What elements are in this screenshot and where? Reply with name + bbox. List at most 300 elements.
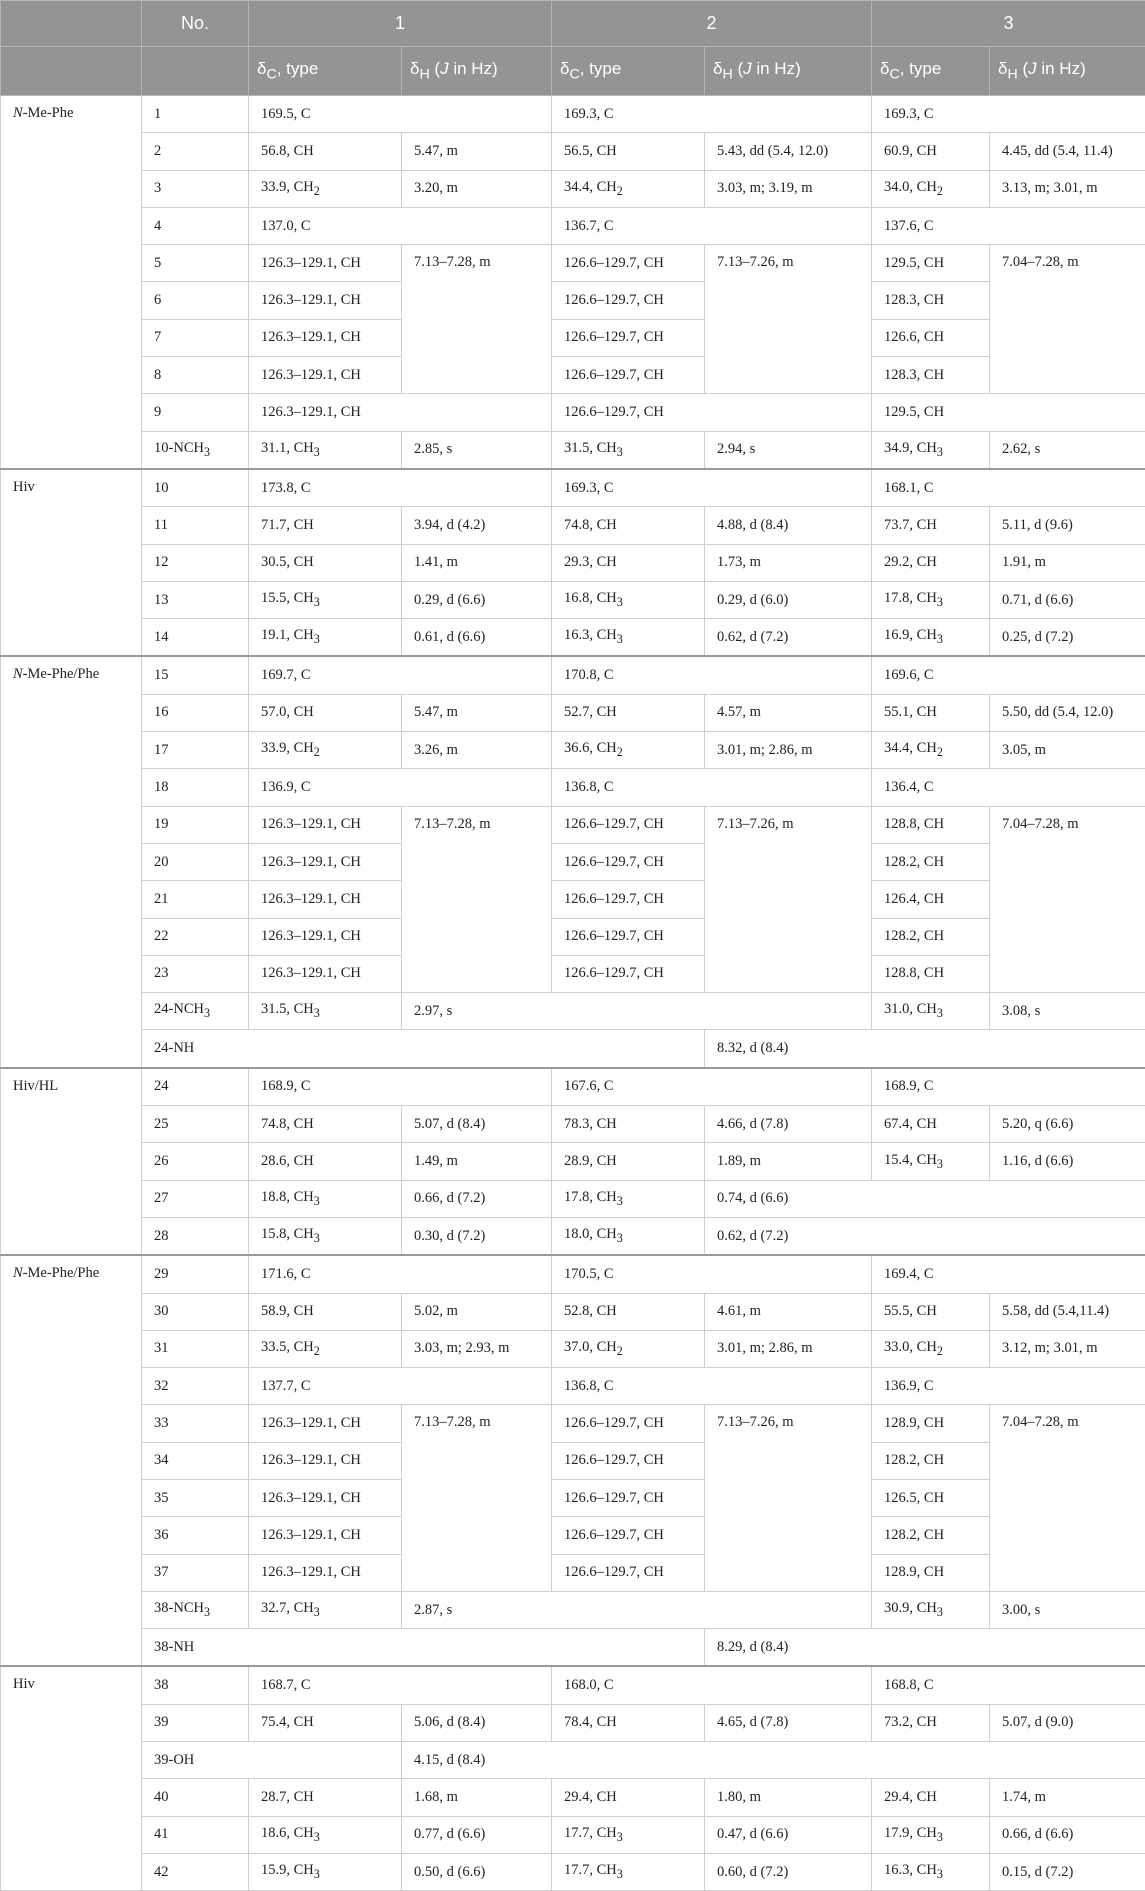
cell-c-1: 173.8, C <box>249 469 552 507</box>
cell-h-2: 0.29, d (6.0) <box>705 581 872 618</box>
table-row <box>1 319 1145 356</box>
cell-c-1: 126.3–129.1, CH <box>249 843 402 880</box>
cell-c-1: 169.5, C <box>249 96 552 133</box>
group-label: N-Me-Phe/Phe <box>1 656 142 1067</box>
cell-c-1: 168.7, C <box>249 1666 552 1704</box>
cell-c-2: 78.4, CH <box>552 1704 705 1741</box>
cell-h-1: 3.94, d (4.2) <box>402 507 552 544</box>
cell-c-3: 29.2, CH <box>872 544 990 581</box>
cell-h-1: 5.47, m <box>402 133 552 170</box>
table-row <box>1 1816 1145 1853</box>
cell-no: 29 <box>142 1255 249 1293</box>
cell-h-3: 0.15, d (7.2) <box>990 1853 1145 1890</box>
table-row <box>1 1704 1145 1741</box>
cell-h-3: 3.00, s <box>990 1591 1145 1628</box>
cell-c-1: 126.3–129.1, CH <box>249 1405 402 1442</box>
cell-h-3: 3.13, m; 3.01, m <box>990 170 1145 207</box>
cell-c-2: 36.6, $CH_2$ <box>552 732 705 769</box>
cell-c-2: 126.6–129.7, CH <box>552 245 705 282</box>
cell-c-2: 168.0, C <box>552 1666 872 1704</box>
cell-c-2: 169.3, C <box>552 96 872 133</box>
cell-no: 26 <box>142 1143 249 1180</box>
cell-c-2: 126.6–129.7, CH <box>552 806 705 843</box>
cell-h-1: 3.26, m <box>402 732 552 769</box>
cell-c-2: 170.5, C <box>552 1255 872 1293</box>
cell-c-3: 128.9, CH <box>872 1405 990 1442</box>
table-row <box>1 133 1145 170</box>
cell-c-2: 126.6–129.7, CH <box>552 357 705 394</box>
cell-no: 35 <box>142 1479 249 1516</box>
cell-c-2: 126.6–129.7, CH <box>552 1442 705 1479</box>
table-body <box>1 96 1145 1891</box>
cell-h-2: 1.73, m <box>705 544 872 581</box>
table-row <box>1 881 1145 918</box>
cell-c-2: 169.3, C <box>552 469 872 507</box>
cell-no: $24-NCH_3$ <box>142 993 249 1030</box>
cell-c-3: 60.9, CH <box>872 133 990 170</box>
cell-c-1: 30.5, CH <box>249 544 402 581</box>
cell-c-2: 29.3, CH <box>552 544 705 581</box>
cell-c-1: 15.9, $CH_3$ <box>249 1853 402 1890</box>
cell-h-1: 5.06, d (8.4) <box>402 1704 552 1741</box>
cell-h-3: 7.04–7.28, m <box>990 806 1145 992</box>
table-row <box>1 1330 1145 1367</box>
cell-c-1: 56.8, CH <box>249 133 402 170</box>
table-row <box>1 1442 1145 1479</box>
cell-c-2: 126.6–129.7, CH <box>552 955 705 992</box>
cell-no: 17 <box>142 732 249 769</box>
table-row <box>1 544 1145 581</box>
cell-h-3: 7.04–7.28, m <box>990 245 1145 394</box>
cell-c-3: 128.2, CH <box>872 1442 990 1479</box>
cell-no: 2 <box>142 133 249 170</box>
cell-c-1: 126.3–129.1, CH <box>249 955 402 992</box>
cell-h-2: 3.01, m; 2.86, m <box>705 1330 872 1367</box>
cell-c-1: 126.3–129.1, CH <box>249 881 402 918</box>
cell-c-2: 16.8, $CH_3$ <box>552 581 705 618</box>
cell-h-2: 3.01, m; 2.86, m <box>705 732 872 769</box>
cell-c-2: 170.8, C <box>552 656 872 694</box>
cell-c-1: 31.1, $CH_3$ <box>249 431 402 469</box>
header-dh-j: $\delta_H$ (J in Hz) <box>705 47 872 96</box>
cell-c-3: 169.6, C <box>872 656 1145 694</box>
cell-c-1: 32.7, $CH_3$ <box>249 1591 402 1628</box>
table-row <box>1 955 1145 992</box>
cell-no: 20 <box>142 843 249 880</box>
cell-c-3: 169.3, C <box>872 96 1145 133</box>
cell-no: 37 <box>142 1554 249 1591</box>
cell-c-3: 33.0, $CH_2$ <box>872 1330 990 1367</box>
cell-h-3: 0.71, d (6.6) <box>990 581 1145 618</box>
cell-c-3: 128.2, CH <box>872 918 990 955</box>
cell-no: 9 <box>142 394 249 431</box>
header-dh-j: $\delta_H$ (J in Hz) <box>402 47 552 96</box>
table-row <box>1 1479 1145 1516</box>
table-row <box>1 1591 1145 1628</box>
table-row <box>1 1405 1145 1442</box>
table-header <box>1 1 1145 96</box>
header-compound-2: 2 <box>552 1 872 47</box>
cell-c-1: 126.3–129.1, CH <box>249 1554 402 1591</box>
table-row <box>1 282 1145 319</box>
cell-h-2: 4.66, d (7.8) <box>705 1106 872 1143</box>
cell-c-1: 171.6, C <box>249 1255 552 1293</box>
cell-no: 5 <box>142 245 249 282</box>
cell-h-2: 5.43, dd (5.4, 12.0) <box>705 133 872 170</box>
cell-c-2: 126.6–129.7, CH <box>552 918 705 955</box>
cell-h-2: 0.60, d (7.2) <box>705 1853 872 1890</box>
cell-h-2: 1.80, m <box>705 1779 872 1816</box>
header-compound-3: 3 <box>872 1 1145 47</box>
table-row <box>1 1779 1145 1816</box>
cell-h-1: 5.02, m <box>402 1293 552 1330</box>
cell-c-1: 126.3–129.1, CH <box>249 319 402 356</box>
cell-h-3: 0.25, d (7.2) <box>990 619 1145 657</box>
group-label: Hiv <box>1 1666 142 1890</box>
cell-no: 31 <box>142 1330 249 1367</box>
cell-h-2: 4.57, m <box>705 694 872 731</box>
cell-c-1: 126.3–129.1, CH <box>249 394 552 431</box>
cell-c-1: 57.0, CH <box>249 694 402 731</box>
cell-c-3: 73.2, CH <box>872 1704 990 1741</box>
cell-h-3: 3.05, m <box>990 732 1145 769</box>
cell-h-1: 0.77, d (6.6) <box>402 1816 552 1853</box>
cell-h-3: 7.04–7.28, m <box>990 1405 1145 1591</box>
cell-h-2: 7.13–7.26, m <box>705 806 872 992</box>
table-row <box>1 1030 1145 1068</box>
cell-h-3: 5.58, dd (5.4,11.4) <box>990 1293 1145 1330</box>
cell-c-3: 126.5, CH <box>872 1479 990 1516</box>
table-row <box>1 1554 1145 1591</box>
cell-h-1: 5.07, d (8.4) <box>402 1106 552 1143</box>
cell-no: 14 <box>142 619 249 657</box>
cell-c-2: 167.6, C <box>552 1068 872 1106</box>
cell-h-3: 0.66, d (6.6) <box>990 1816 1145 1853</box>
cell-c-1: 136.9, C <box>249 769 552 806</box>
cell-c-1: 126.3–129.1, CH <box>249 1517 402 1554</box>
table-row <box>1 1143 1145 1180</box>
cell-c-2: 126.6–129.7, CH <box>552 319 705 356</box>
table-row <box>1 1368 1145 1405</box>
cell-c-2: 17.7, $CH_3$ <box>552 1853 705 1890</box>
table-row <box>1 1742 1145 1779</box>
cell-c-3: 136.4, C <box>872 769 1145 806</box>
cell-h-3: 5.11, d (9.6) <box>990 507 1145 544</box>
table-row <box>1 694 1145 731</box>
cell-c-2: 126.6–129.7, CH <box>552 282 705 319</box>
group-label: Hiv/HL <box>1 1068 142 1255</box>
table-row <box>1 806 1145 843</box>
table-row <box>1 507 1145 544</box>
cell-h-3: 3.12, m; 3.01, m <box>990 1330 1145 1367</box>
cell-c-2: 74.8, CH <box>552 507 705 544</box>
cell-c-2: 136.8, C <box>552 769 872 806</box>
cell-no: 23 <box>142 955 249 992</box>
cell-c-1: 28.6, CH <box>249 1143 402 1180</box>
cell-c-3: 136.9, C <box>872 1368 1145 1405</box>
cell-no: 42 <box>142 1853 249 1890</box>
cell-c-1: 15.8, $CH_3$ <box>249 1217 402 1255</box>
table-row <box>1 1217 1145 1255</box>
cell-c-3: 55.1, CH <box>872 694 990 731</box>
cell-c-3: 17.8, $CH_3$ <box>872 581 990 618</box>
cell-c-1: 33.9, $CH_2$ <box>249 732 402 769</box>
cell-c-2: 126.6–129.7, CH <box>552 881 705 918</box>
cell-c-3: 16.9, $CH_3$ <box>872 619 990 657</box>
cell-c-1: 126.3–129.1, CH <box>249 282 402 319</box>
cell-c-3: 29.4, CH <box>872 1779 990 1816</box>
cell-c-3: 128.8, CH <box>872 806 990 843</box>
cell-c-2: 52.7, CH <box>552 694 705 731</box>
cell-c-1: 126.3–129.1, CH <box>249 357 402 394</box>
cell-c-3: 168.1, C <box>872 469 1145 507</box>
header-dc-type: $\delta_C$, type <box>552 47 705 96</box>
header-dc-type: $\delta_C$, type <box>249 47 402 96</box>
cell-h-1: 2.85, s <box>402 431 552 469</box>
cell-c-3: 30.9, $CH_3$ <box>872 1591 990 1628</box>
table-row <box>1 469 1145 507</box>
cell-c-3: 168.8, C <box>872 1666 1145 1704</box>
cell-no: 3 <box>142 170 249 207</box>
cell-h-3: 4.45, dd (5.4, 11.4) <box>990 133 1145 170</box>
cell-no: 25 <box>142 1106 249 1143</box>
cell-c-1: 28.7, CH <box>249 1779 402 1816</box>
table-row <box>1 769 1145 806</box>
cell-c-2: 17.8, $CH_3$ <box>552 1180 705 1217</box>
cell-h-1: 1.41, m <box>402 544 552 581</box>
cell-c-1: 169.7, C <box>249 656 552 694</box>
cell-h-1: 0.66, d (7.2) <box>402 1180 552 1217</box>
cell-c-2: 31.5, $CH_3$ <box>552 431 705 469</box>
cell-h-2: 1.89, m <box>705 1143 872 1180</box>
cell-h-1: 0.29, d (6.6) <box>402 581 552 618</box>
header-compound-1: 1 <box>249 1 552 47</box>
header-empty <box>1 1 142 47</box>
cell-h-2: 3.03, m; 3.19, m <box>705 170 872 207</box>
cell-h-2: 7.13–7.26, m <box>705 1405 872 1591</box>
group-label: Hiv <box>1 469 142 656</box>
cell-h-1: 5.47, m <box>402 694 552 731</box>
cell-c-3: 34.9, $CH_3$ <box>872 431 990 469</box>
cell-no: 36 <box>142 1517 249 1554</box>
cell-no: 6 <box>142 282 249 319</box>
cell-no: 38-NH <box>142 1629 705 1667</box>
cell-c-3: 169.4, C <box>872 1255 1145 1293</box>
cell-c-1: 126.3–129.1, CH <box>249 1479 402 1516</box>
table-row <box>1 918 1145 955</box>
cell-c-3: 15.4, $CH_3$ <box>872 1143 990 1180</box>
cell-no: 8 <box>142 357 249 394</box>
header-empty <box>1 47 142 96</box>
cell-c-2: 136.7, C <box>552 207 872 244</box>
cell-h-1: 4.15, d (8.4) <box>402 1742 1145 1779</box>
table-row <box>1 581 1145 618</box>
cell-no: 13 <box>142 581 249 618</box>
cell-c-3: 137.6, C <box>872 207 1145 244</box>
cell-no: 19 <box>142 806 249 843</box>
cell-h-2: 2.94, s <box>705 431 872 469</box>
group-label: N-Me-Phe/Phe <box>1 1255 142 1666</box>
cell-c-3: 17.9, $CH_3$ <box>872 1816 990 1853</box>
cell-c-1: 126.3–129.1, CH <box>249 806 402 843</box>
cell-no: 41 <box>142 1816 249 1853</box>
cell-no: 12 <box>142 544 249 581</box>
cell-c-3: 73.7, CH <box>872 507 990 544</box>
cell-c-2: 52.8, CH <box>552 1293 705 1330</box>
cell-c-1: 18.8, $CH_3$ <box>249 1180 402 1217</box>
cell-no: 39-OH <box>142 1742 402 1779</box>
table-row <box>1 656 1145 694</box>
cell-h-1: 3.03, m; 2.93, m <box>402 1330 552 1367</box>
cell-h-2: 0.62, d (7.2) <box>705 619 872 657</box>
cell-c-1: 137.0, C <box>249 207 552 244</box>
cell-c-2: 29.4, CH <box>552 1779 705 1816</box>
cell-no: 30 <box>142 1293 249 1330</box>
cell-c-1: 126.3–129.1, CH <box>249 1442 402 1479</box>
cell-c-1: 71.7, CH <box>249 507 402 544</box>
table-row <box>1 1629 1145 1667</box>
cell-h-1: 2.97, s <box>402 993 872 1030</box>
cell-h-2: 0.47, d (6.6) <box>705 1816 872 1853</box>
cell-c-1: 33.9, $CH_2$ <box>249 170 402 207</box>
cell-c-3: 128.9, CH <box>872 1554 990 1591</box>
cell-c-2: 126.6–129.7, CH <box>552 1479 705 1516</box>
table-row <box>1 993 1145 1030</box>
cell-c-2: 16.3, $CH_3$ <box>552 619 705 657</box>
cell-h-3: 5.07, d (9.0) <box>990 1704 1145 1741</box>
cell-c-2: 28.9, CH <box>552 1143 705 1180</box>
cell-no: 16 <box>142 694 249 731</box>
header-dc-type: $\delta_C$, type <box>872 47 990 96</box>
cell-c-2: 78.3, CH <box>552 1106 705 1143</box>
cell-c-2: 126.6–129.7, CH <box>552 1517 705 1554</box>
table-row <box>1 1255 1145 1293</box>
header-dh-j: $\delta_H$ (J in Hz) <box>990 47 1145 96</box>
table-row <box>1 357 1145 394</box>
group-label: N-Me-Phe <box>1 96 142 469</box>
cell-h-1: 7.13–7.28, m <box>402 245 552 394</box>
cell-h-2: 0.74, d (6.6) <box>705 1180 1145 1217</box>
cell-c-1: 126.3–129.1, CH <box>249 245 402 282</box>
cell-c-1: 15.5, $CH_3$ <box>249 581 402 618</box>
cell-no: 21 <box>142 881 249 918</box>
cell-c-2: 126.6–129.7, CH <box>552 1554 705 1591</box>
cell-no: 38 <box>142 1666 249 1704</box>
cell-h-1: 2.87, s <box>402 1591 872 1628</box>
cell-no: 34 <box>142 1442 249 1479</box>
cell-no: 10 <box>142 469 249 507</box>
cell-h-1: 0.61, d (6.6) <box>402 619 552 657</box>
table-row <box>1 394 1145 431</box>
table-row <box>1 1180 1145 1217</box>
cell-no: 40 <box>142 1779 249 1816</box>
cell-h-2: 4.65, d (7.8) <box>705 1704 872 1741</box>
cell-no: 24-NH <box>142 1030 705 1068</box>
cell-c-2: 126.6–129.7, CH <box>552 1405 705 1442</box>
cell-no: 22 <box>142 918 249 955</box>
cell-h-1: 0.30, d (7.2) <box>402 1217 552 1255</box>
cell-h-2: 4.88, d (8.4) <box>705 507 872 544</box>
header-empty <box>142 47 249 96</box>
cell-c-2: 17.7, $CH_3$ <box>552 1816 705 1853</box>
cell-no: 32 <box>142 1368 249 1405</box>
cell-c-1: 58.9, CH <box>249 1293 402 1330</box>
cell-c-3: 126.4, CH <box>872 881 990 918</box>
cell-c-3: 168.9, C <box>872 1068 1145 1106</box>
cell-c-1: 126.3–129.1, CH <box>249 918 402 955</box>
cell-h-3: 3.08, s <box>990 993 1145 1030</box>
cell-no: $38-NCH_3$ <box>142 1591 249 1628</box>
cell-no: 4 <box>142 207 249 244</box>
cell-c-1: 75.4, CH <box>249 1704 402 1741</box>
cell-h-2: 8.29, d (8.4) <box>705 1629 1145 1667</box>
cell-c-3: 128.3, CH <box>872 357 990 394</box>
table-row <box>1 1853 1145 1890</box>
cell-no: 27 <box>142 1180 249 1217</box>
cell-c-3: 55.5, CH <box>872 1293 990 1330</box>
cell-c-1: 168.9, C <box>249 1068 552 1106</box>
cell-h-1: 7.13–7.28, m <box>402 806 552 992</box>
cell-c-3: 129.5, CH <box>872 394 1145 431</box>
cell-c-1: 18.6, $CH_3$ <box>249 1816 402 1853</box>
cell-h-2: 8.32, d (8.4) <box>705 1030 1145 1068</box>
cell-c-3: 34.4, $CH_2$ <box>872 732 990 769</box>
cell-h-3: 5.50, dd (5.4, 12.0) <box>990 694 1145 731</box>
cell-c-3: 128.2, CH <box>872 843 990 880</box>
table-row <box>1 96 1145 133</box>
table-row <box>1 732 1145 769</box>
cell-c-2: 18.0, $CH_3$ <box>552 1217 705 1255</box>
table-row <box>1 1068 1145 1106</box>
cell-c-3: 128.8, CH <box>872 955 990 992</box>
cell-c-2: 136.8, C <box>552 1368 872 1405</box>
cell-c-1: 31.5, $CH_3$ <box>249 993 402 1030</box>
cell-c-3: 67.4, CH <box>872 1106 990 1143</box>
table-row <box>1 1666 1145 1704</box>
cell-c-2: 126.6–129.7, CH <box>552 843 705 880</box>
cell-no: 18 <box>142 769 249 806</box>
cell-c-3: 128.3, CH <box>872 282 990 319</box>
table-row <box>1 431 1145 469</box>
cell-c-3: 34.0, $CH_2$ <box>872 170 990 207</box>
cell-h-2: 4.61, m <box>705 1293 872 1330</box>
cell-c-3: 129.5, CH <box>872 245 990 282</box>
cell-c-1: 74.8, CH <box>249 1106 402 1143</box>
header-no: No. <box>142 1 249 47</box>
cell-no: 24 <box>142 1068 249 1106</box>
table-row <box>1 1517 1145 1554</box>
cell-c-3: 126.6, CH <box>872 319 990 356</box>
cell-no: 33 <box>142 1405 249 1442</box>
table-row <box>1 843 1145 880</box>
cell-c-1: 33.5, $CH_2$ <box>249 1330 402 1367</box>
cell-no: $10-NCH_3$ <box>142 431 249 469</box>
cell-no: 15 <box>142 656 249 694</box>
cell-h-1: 1.49, m <box>402 1143 552 1180</box>
cell-h-3: 1.16, d (6.6) <box>990 1143 1145 1180</box>
cell-h-1: 7.13–7.28, m <box>402 1405 552 1591</box>
cell-h-3: 5.20, q (6.6) <box>990 1106 1145 1143</box>
cell-no: 11 <box>142 507 249 544</box>
cell-no: 1 <box>142 96 249 133</box>
table-row <box>1 170 1145 207</box>
cell-c-1: 137.7, C <box>249 1368 552 1405</box>
cell-c-1: 19.1, $CH_3$ <box>249 619 402 657</box>
cell-c-3: 31.0, $CH_3$ <box>872 993 990 1030</box>
cell-h-1: 3.20, m <box>402 170 552 207</box>
cell-c-2: 126.6–129.7, CH <box>552 394 872 431</box>
cell-h-3: 1.91, m <box>990 544 1145 581</box>
